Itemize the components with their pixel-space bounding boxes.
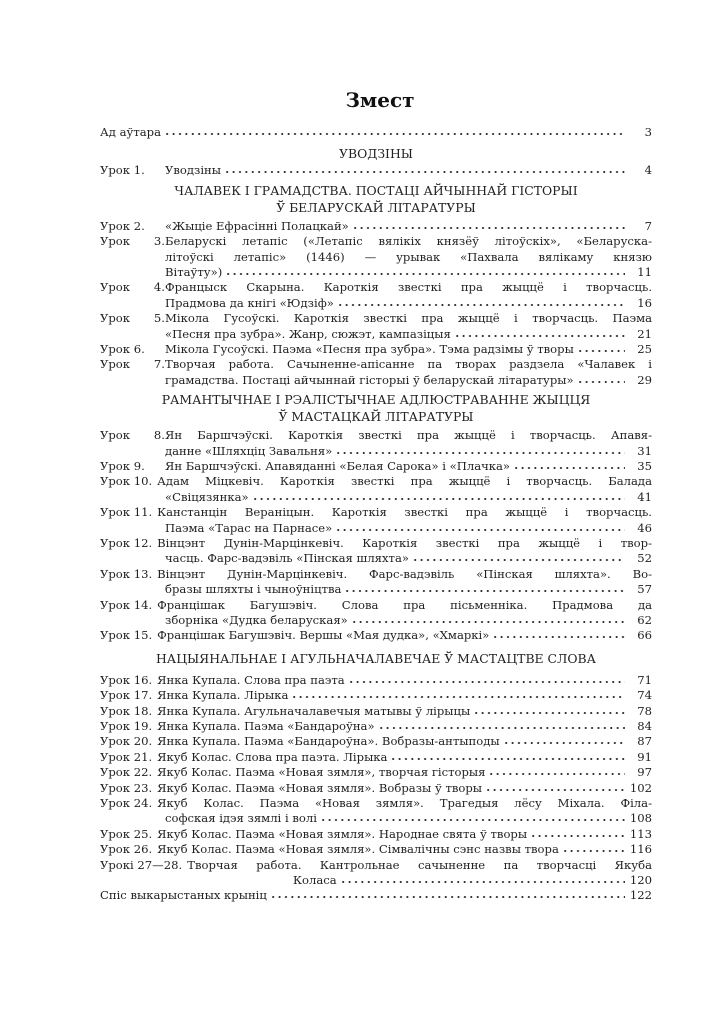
dot-leader — [320, 814, 625, 822]
dot-leader — [291, 691, 625, 699]
toc-entry-line — [100, 796, 652, 811]
toc-entry-line — [100, 521, 652, 536]
dot-leader — [390, 753, 625, 761]
section-heading — [100, 391, 652, 425]
toc-entry[interactable] — [100, 311, 652, 342]
toc-entry[interactable] — [100, 673, 652, 688]
toc-entry-line — [100, 125, 652, 140]
toc-entry-line — [100, 342, 652, 357]
toc-entry-text: Янка Купала. Паэма «Бандароўна». Вобразы-антыподы — [157, 734, 500, 749]
page-number[interactable]: 71 — [637, 672, 652, 687]
toc-entry-text: Мікола Гусоўскі. Кароткія звесткі пра жыццё і творчасць. Паэма — [165, 311, 652, 326]
lesson-label: Урок 8. — [100, 428, 165, 443]
dot-leader — [335, 524, 625, 532]
toc-entry-line — [100, 567, 652, 582]
toc-entry[interactable] — [100, 280, 652, 311]
toc-entry-line — [100, 811, 652, 826]
toc-entry-text: Ад аўтара — [100, 125, 161, 139]
toc-entry-text: Спіс выкарыстаных крыніц — [100, 888, 267, 903]
lesson-label: Урок 10. — [100, 474, 153, 489]
toc-entry-line — [100, 719, 652, 734]
toc-entry[interactable] — [100, 428, 652, 459]
toc-entry-line — [100, 858, 652, 873]
toc-entry[interactable] — [100, 858, 652, 889]
lesson-label: Урок 9. — [100, 459, 145, 473]
page-number[interactable]: 35 — [637, 459, 652, 473]
page-number[interactable]: 11 — [637, 265, 652, 279]
toc-entry-line — [100, 598, 652, 613]
toc-entry-line — [100, 250, 652, 265]
page-number[interactable]: 4 — [644, 163, 652, 178]
toc-entry-text: Якуб Колас. Паэма «Новая зямля». Народнае свята ў творы — [157, 826, 528, 841]
lesson-label: Урок 19. — [100, 719, 153, 734]
page-number[interactable]: 16 — [637, 295, 652, 310]
toc-entry-text: Янка Купала. Лірыка — [157, 688, 289, 703]
dot-leader — [351, 616, 625, 624]
toc-entry-line — [100, 163, 652, 178]
lesson-label: Урок 17. — [100, 688, 153, 703]
lesson-label: Урок 4. — [100, 280, 165, 295]
page-number[interactable]: 113 — [629, 826, 652, 841]
toc-entry[interactable] — [100, 357, 652, 388]
section-heading-line: УВОДЗІНЫ — [339, 146, 413, 162]
toc-entry-text: данне «Шляхціц Завальня» — [165, 443, 333, 458]
toc-entry-text: «Жыціе Ефрасінні Полацкай» — [165, 218, 349, 233]
dot-leader — [164, 128, 625, 136]
dot-leader — [577, 345, 625, 353]
toc-entry[interactable] — [100, 719, 652, 734]
dot-leader — [454, 330, 625, 338]
page-number[interactable]: 3 — [644, 125, 652, 139]
toc-entry-text: Якуб Колас. Слова пра паэта. Лірыка — [157, 749, 388, 764]
page-number[interactable]: 84 — [637, 719, 652, 734]
toc-entry-line — [100, 673, 652, 688]
toc-entry-line — [100, 219, 652, 234]
toc-entry[interactable] — [100, 125, 652, 140]
toc-entry-text: часць. Фарс-вадэвіль «Пінская шляхта» — [165, 551, 409, 566]
page-number[interactable]: 78 — [637, 703, 652, 718]
dot-leader — [378, 722, 625, 730]
page-number[interactable]: 46 — [637, 520, 652, 535]
toc-entry-line — [100, 750, 652, 765]
toc-entry-line — [100, 373, 652, 388]
page-number[interactable]: 120 — [629, 873, 652, 888]
page-number[interactable]: 66 — [637, 628, 652, 643]
dot-leader — [335, 447, 625, 455]
toc-entry-text: грамадства. Постаці айчыннай гісторыі ў беларускай літаратуры» — [165, 372, 574, 387]
toc-entry-line — [100, 734, 652, 749]
dot-leader — [337, 299, 625, 307]
toc-entry-line — [100, 311, 652, 326]
lesson-label: Урок 11. — [100, 505, 153, 520]
toc-entry-line — [100, 327, 652, 342]
toc-entry-line — [100, 765, 652, 780]
toc-entry[interactable] — [100, 628, 652, 643]
dot-leader — [473, 707, 625, 715]
section-heading — [100, 650, 652, 667]
toc-entry-text: Ян Баршчэўскі. Кароткія звесткі пра жыццё і творчасць. Апавя- — [165, 428, 652, 443]
toc-entry-line — [100, 265, 652, 280]
dot-leader — [270, 891, 625, 899]
toc-entry-line — [100, 688, 652, 703]
toc-entry[interactable] — [100, 842, 652, 857]
toc-entry-text: Вінцэнт Дунін-Марцінкевіч. Фарс-вадэвіль «Пінская шляхта». Во- — [157, 566, 652, 581]
toc-entry-line — [100, 827, 652, 842]
lesson-label: Урок 21. — [100, 749, 153, 764]
lesson-label: Урок 24. — [100, 796, 153, 811]
section-heading-line: ЧАЛАВЕК І ГРАМАДСТВА. ПОСТАЦІ АЙЧЫННАЙ ГІСТОРЫІ — [174, 182, 578, 198]
dot-leader — [412, 554, 625, 562]
lesson-label: Урок 12. — [100, 536, 153, 550]
toc-entry-text: Якуб Колас. Паэма «Новая зямля», творчая гісторыя — [157, 765, 486, 780]
toc-entry-text: зборніка «Дудка беларуская» — [165, 612, 348, 627]
toc-entry-text: Паэма «Тарас на Парнасе» — [165, 520, 333, 535]
page-number[interactable]: 52 — [637, 551, 652, 566]
page-number[interactable]: 7 — [644, 218, 652, 233]
dot-leader — [224, 166, 625, 174]
toc-entry-text: Якуб Колас. Паэма «Новая зямля». Трагедыя лёсу Міхала. Філа- — [157, 796, 652, 811]
toc-entry-line — [100, 873, 652, 888]
toc-entry-text: Коласа — [293, 873, 337, 888]
section-heading — [100, 145, 652, 162]
toc-entry[interactable] — [100, 796, 652, 827]
toc-entry-line — [100, 781, 652, 796]
toc-entry-text: Якуб Колас. Паэма «Новая зямля». Вобразы ў творы — [157, 780, 483, 795]
toc-entry[interactable] — [100, 765, 652, 780]
toc-entry[interactable] — [100, 888, 652, 903]
page-number[interactable]: 21 — [637, 326, 652, 341]
page-number[interactable]: 74 — [637, 688, 652, 703]
lesson-label: Урокі 27—28. — [100, 857, 183, 872]
toc-entry-line — [100, 428, 652, 443]
section-heading — [100, 182, 652, 216]
page-number[interactable]: 87 — [637, 734, 652, 749]
toc-entry-line — [100, 296, 652, 311]
table-of-contents — [100, 125, 652, 904]
toc-entry[interactable] — [100, 163, 652, 178]
dot-leader — [252, 493, 625, 501]
lesson-label: Урок 23. — [100, 780, 153, 795]
toc-entry-text: Беларускі летапіс («Летапіс вялікіх князёў літоўскіх», «Беларуска- — [165, 234, 652, 249]
page-number[interactable]: 122 — [629, 888, 652, 903]
toc-entry-line — [100, 474, 652, 489]
toc-entry-text: Ян Баршчэўскі. Апавяданні «Белая Сарока» і «Плачка» — [165, 459, 511, 473]
toc-entry-line — [100, 444, 652, 459]
toc-entry-text: Вінцэнт Дунін-Марцінкевіч. Кароткія звесткі пра жыццё і твор- — [157, 536, 652, 550]
lesson-label: Урок 14. — [100, 597, 153, 612]
toc-entry-line — [100, 888, 652, 903]
toc-entry-line — [100, 842, 652, 857]
dot-leader — [562, 845, 625, 853]
toc-entry[interactable] — [100, 750, 652, 765]
lesson-label: Урок 7. — [100, 357, 165, 372]
toc-entry-text: Янка Купала. Паэма «Бандароўна» — [157, 719, 375, 734]
dot-leader — [340, 876, 625, 884]
page-number[interactable]: 116 — [629, 842, 652, 857]
dot-leader — [488, 768, 625, 776]
toc-entry-text: Янка Купала. Агульначалавечыя матывы ў лірыцы — [157, 703, 471, 718]
toc-entry-text: Янка Купала. Слова пра паэта — [157, 672, 345, 687]
toc-entry[interactable] — [100, 459, 652, 474]
page-number[interactable]: 29 — [637, 372, 652, 387]
toc-entry-text: Прадмова да кнігі «Юдзіф» — [165, 295, 334, 310]
toc-entry-line — [100, 459, 652, 474]
toc-entry-text: софская ідэя зямлі і волі — [165, 811, 317, 826]
toc-entry-text: Мікола Гусоўскі. Паэма «Песня пра зубра». Тэма радзімы ў творы — [165, 342, 574, 356]
section-heading-line: Ў МАСТАЦКАЙ ЛІТАРАТУРЫ — [278, 409, 474, 425]
lesson-label: Урок 3. — [100, 234, 165, 249]
toc-entry[interactable] — [100, 598, 652, 629]
dot-leader — [513, 462, 625, 470]
lesson-label: Урок 2. — [100, 218, 145, 233]
lesson-label: Урок 18. — [100, 703, 153, 718]
toc-entry-text: Творчая работа. Сачыненне-апісанне па творах раздзела «Чалавек і — [165, 357, 652, 372]
toc-entry[interactable] — [100, 219, 652, 234]
toc-entry[interactable] — [100, 234, 652, 280]
toc-entry-text: Францішак Багушэвіч. Вершы «Мая дудка», «Хмаркі» — [157, 628, 490, 643]
section-heading-line: НАЦЫЯНАЛЬНАЕ І АГУЛЬНАЧАЛАВЕЧАЕ Ў МАСТАЦТВЕ СЛОВА — [156, 650, 596, 666]
lesson-label: Урок 26. — [100, 842, 153, 857]
toc-entry-text: Канстанцін Вераніцын. Кароткія звесткі пра жыццё і творчасць. — [157, 505, 652, 520]
dot-leader — [352, 222, 625, 230]
toc-entry[interactable] — [100, 567, 652, 598]
toc-entry[interactable] — [100, 474, 652, 505]
toc-entry-line — [100, 280, 652, 295]
toc-entry-line — [100, 357, 652, 372]
toc-entry-line — [100, 551, 652, 566]
toc-entry-line — [100, 505, 652, 520]
toc-entry-line — [100, 628, 652, 643]
toc-entry[interactable] — [100, 781, 652, 796]
section-heading-line: Ў БЕЛАРУСКАЙ ЛІТАРАТУРЫ — [276, 199, 476, 215]
dot-leader — [485, 784, 625, 792]
page-title: Змест — [345, 88, 415, 112]
dot-leader — [348, 676, 625, 684]
page-number[interactable]: 25 — [637, 342, 652, 356]
toc-entry-text: Якуб Колас. Паэма «Новая зямля». Сімвалічны сэнс назвы твора — [157, 842, 559, 857]
section-heading-line: РАМАНТЫЧНАЕ І РЭАЛІСТЫЧНАЕ АДЛЮСТРАВАННЕ ЖЫЦЦЯ — [161, 392, 591, 408]
dot-leader — [577, 376, 625, 384]
page-number[interactable]: 62 — [637, 612, 652, 627]
page-number[interactable]: 57 — [637, 582, 652, 597]
lesson-label: Урок 5. — [100, 311, 165, 326]
toc-entry[interactable] — [100, 688, 652, 703]
page-number[interactable]: 41 — [637, 489, 652, 504]
lesson-label: Урок 22. — [100, 765, 153, 780]
toc-entry[interactable] — [100, 827, 652, 842]
page-number[interactable]: 108 — [629, 811, 652, 826]
toc-entry-text: Вітаўту») — [165, 265, 223, 279]
lesson-label: Урок 13. — [100, 566, 153, 581]
toc-entry-line — [100, 234, 652, 249]
lesson-label: Урок 20. — [100, 734, 153, 749]
toc-entry-line — [100, 582, 652, 597]
toc-entry[interactable] — [100, 342, 652, 357]
lesson-label: Урок 15. — [100, 628, 153, 643]
toc-entry-text: Уводзіны — [165, 163, 222, 178]
dot-leader — [344, 585, 625, 593]
toc-entry-line — [100, 536, 652, 551]
dot-leader — [225, 268, 625, 276]
toc-entry[interactable] — [100, 704, 652, 719]
toc-entry-line — [100, 613, 652, 628]
toc-entry[interactable] — [100, 536, 652, 567]
page-number[interactable]: 102 — [629, 780, 652, 795]
toc-entry-text: Францішак Багушэвіч. Слова пра пісьменніка. Прадмова да — [157, 597, 652, 612]
lesson-label: Урок 25. — [100, 826, 153, 841]
toc-entry-text: Францыск Скарына. Кароткія звесткі пра жыццё і творчасць. — [165, 280, 652, 295]
lesson-label: Урок 1. — [100, 163, 145, 178]
toc-entry-text: Адам Міцкевіч. Кароткія звесткі пра жыццё і творчасць. Балада — [157, 474, 652, 489]
page-number[interactable]: 97 — [637, 765, 652, 780]
toc-entry-text: «Свіцязянка» — [165, 489, 249, 504]
toc-entry-text: літоўскі летапіс» (1446) — урывак «Пахвала вялікаму князю — [165, 249, 652, 264]
lesson-label: Урок 6. — [100, 342, 145, 356]
page-number[interactable]: 91 — [637, 749, 652, 764]
toc-entry-line — [100, 490, 652, 505]
dot-leader — [492, 631, 625, 639]
toc-entry-text: Творчая работа. Кантрольнае сачыненне па творчасці Якуба — [187, 857, 652, 872]
toc-entry-text: бразы шляхты і чыноўніцтва — [165, 582, 342, 597]
lesson-label: Урок 16. — [100, 672, 153, 687]
toc-entry-line — [100, 704, 652, 719]
dot-leader — [503, 737, 625, 745]
toc-entry[interactable] — [100, 734, 652, 749]
toc-entry[interactable] — [100, 505, 652, 536]
dot-leader — [530, 830, 625, 838]
toc-entry-text: «Песня пра зубра». Жанр, сюжэт, кампазіцыя — [165, 326, 451, 341]
page-number[interactable]: 31 — [637, 443, 652, 458]
